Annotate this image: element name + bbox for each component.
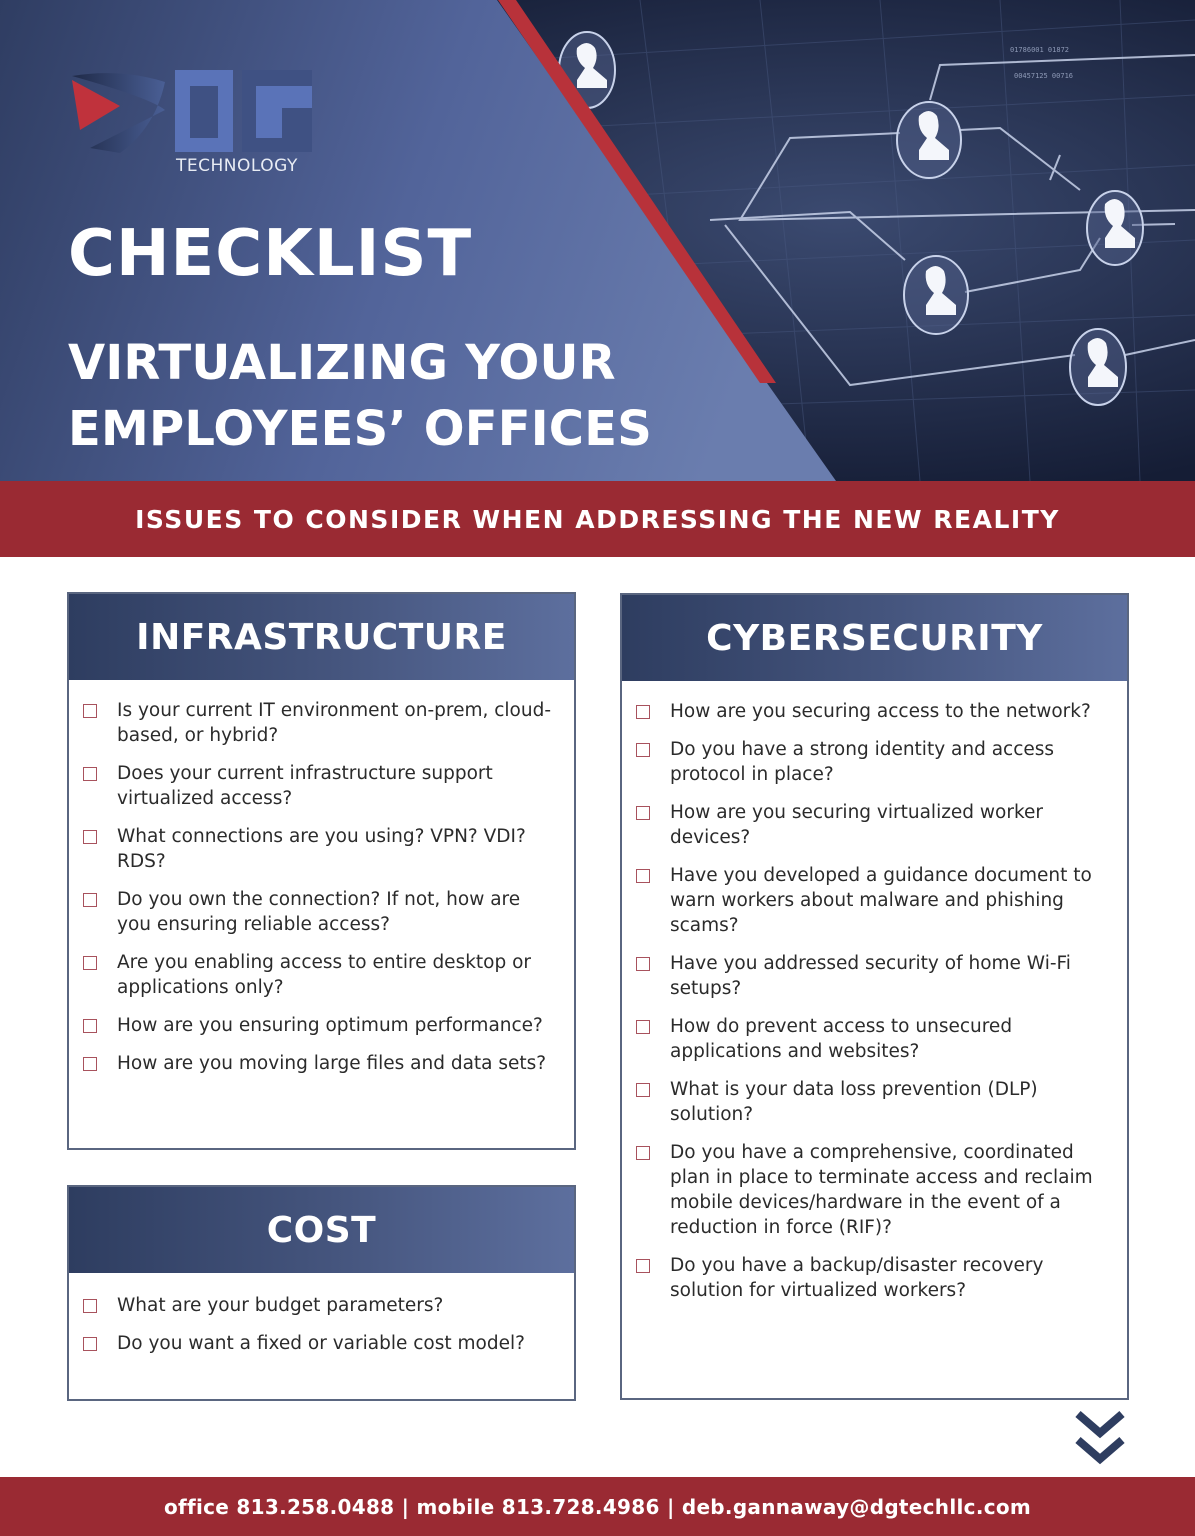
- checkbox-icon[interactable]: [636, 957, 650, 971]
- checklist-item[interactable]: What is your data loss prevention (DLP) solution?: [636, 1077, 1107, 1127]
- checkbox-icon[interactable]: [83, 830, 97, 844]
- checkbox-icon[interactable]: [636, 869, 650, 883]
- logo-subtitle: TECHNOLOGY: [176, 156, 298, 176]
- checklist-item[interactable]: How are you securing virtualized worker devices?: [636, 800, 1107, 850]
- checklist-item[interactable]: Do you have a comprehensive, coordinated plan in place to terminate access and reclaim mobile devices/hardware in the event of a reduction in force (RIF)?: [636, 1140, 1107, 1240]
- checkbox-icon[interactable]: [83, 1337, 97, 1351]
- checkbox-icon[interactable]: [636, 1020, 650, 1034]
- section-banner: [0, 481, 1195, 557]
- checkbox-icon[interactable]: [83, 956, 97, 970]
- checkbox-icon[interactable]: [636, 1146, 650, 1160]
- infrastructure-card: [67, 592, 576, 1150]
- hero-header: [0, 0, 1195, 481]
- checklist-item[interactable]: How are you moving large files and data sets?: [83, 1051, 554, 1076]
- cybersecurity-card: [620, 593, 1129, 1400]
- checkbox-icon[interactable]: [636, 705, 650, 719]
- banner-text: ISSUES TO CONSIDER WHEN ADDRESSING THE NEW REALITY: [135, 504, 1060, 534]
- page-title: CHECKLIST: [68, 217, 473, 291]
- subtitle-line-1: VIRTUALIZING YOUR: [68, 335, 616, 391]
- double-chevron-down-icon: [1073, 1409, 1127, 1469]
- checkbox-icon[interactable]: [83, 1057, 97, 1071]
- subtitle-line-2: EMPLOYEES’ OFFICES: [68, 401, 652, 457]
- contact-footer: [0, 1477, 1195, 1536]
- checkbox-icon[interactable]: [83, 1299, 97, 1313]
- checklist-item[interactable]: How are you securing access to the network?: [636, 699, 1107, 724]
- checkbox-icon[interactable]: [636, 1083, 650, 1097]
- card-title: COST: [266, 1209, 377, 1251]
- checklist-item[interactable]: Do you want a fixed or variable cost model?: [83, 1331, 554, 1356]
- checkbox-icon[interactable]: [83, 704, 97, 718]
- checklist: [69, 1273, 574, 1356]
- checkbox-icon[interactable]: [83, 767, 97, 781]
- checklist-item[interactable]: What connections are you using? VPN? VDI? RDS?: [83, 824, 554, 874]
- card-header: [69, 1187, 574, 1273]
- checklist-item[interactable]: Do you have a backup/disaster recovery solution for virtualized workers?: [636, 1253, 1107, 1303]
- page-subtitle: [68, 330, 652, 462]
- checklist: [622, 681, 1127, 1303]
- checklist-item[interactable]: Have you addressed security of home Wi-Fi setups?: [636, 951, 1107, 1001]
- svg-text:00457125 00716: 00457125 00716: [1014, 72, 1074, 80]
- checklist-item[interactable]: How do prevent access to unsecured applications and websites?: [636, 1014, 1107, 1064]
- checklist: [69, 680, 574, 1076]
- checklist-item[interactable]: Do you have a strong identity and access protocol in place?: [636, 737, 1107, 787]
- checkbox-icon[interactable]: [636, 806, 650, 820]
- card-header: [69, 594, 574, 680]
- card-title: CYBERSECURITY: [706, 617, 1043, 659]
- card-header: [622, 595, 1127, 681]
- checklist-item[interactable]: Have you developed a guidance document to warn workers about malware and phishing scams?: [636, 863, 1107, 938]
- checklist-item[interactable]: What are your budget parameters?: [83, 1293, 554, 1318]
- checkbox-icon[interactable]: [636, 1259, 650, 1273]
- checklist-item[interactable]: How are you ensuring optimum performance?: [83, 1013, 554, 1038]
- cost-card: [67, 1185, 576, 1401]
- checkbox-icon[interactable]: [636, 743, 650, 757]
- checklist-item[interactable]: Does your current infrastructure support virtualized access?: [83, 761, 554, 811]
- card-title: INFRASTRUCTURE: [136, 616, 507, 658]
- contact-info: office 813.258.0488 | mobile 813.728.4986 | deb.gannaway@dgtechllc.com: [163, 1494, 1032, 1519]
- checklist-item[interactable]: Is your current IT environment on-prem, cloud-based, or hybrid?: [83, 698, 554, 748]
- checklist-item[interactable]: Are you enabling access to entire desktop or applications only?: [83, 950, 554, 1000]
- checklist-item[interactable]: Do you own the connection? If not, how are you ensuring reliable access?: [83, 887, 554, 937]
- checkbox-icon[interactable]: [83, 893, 97, 907]
- checkbox-icon[interactable]: [83, 1019, 97, 1033]
- svg-text:01786001 01872: 01786001 01872: [1010, 46, 1070, 54]
